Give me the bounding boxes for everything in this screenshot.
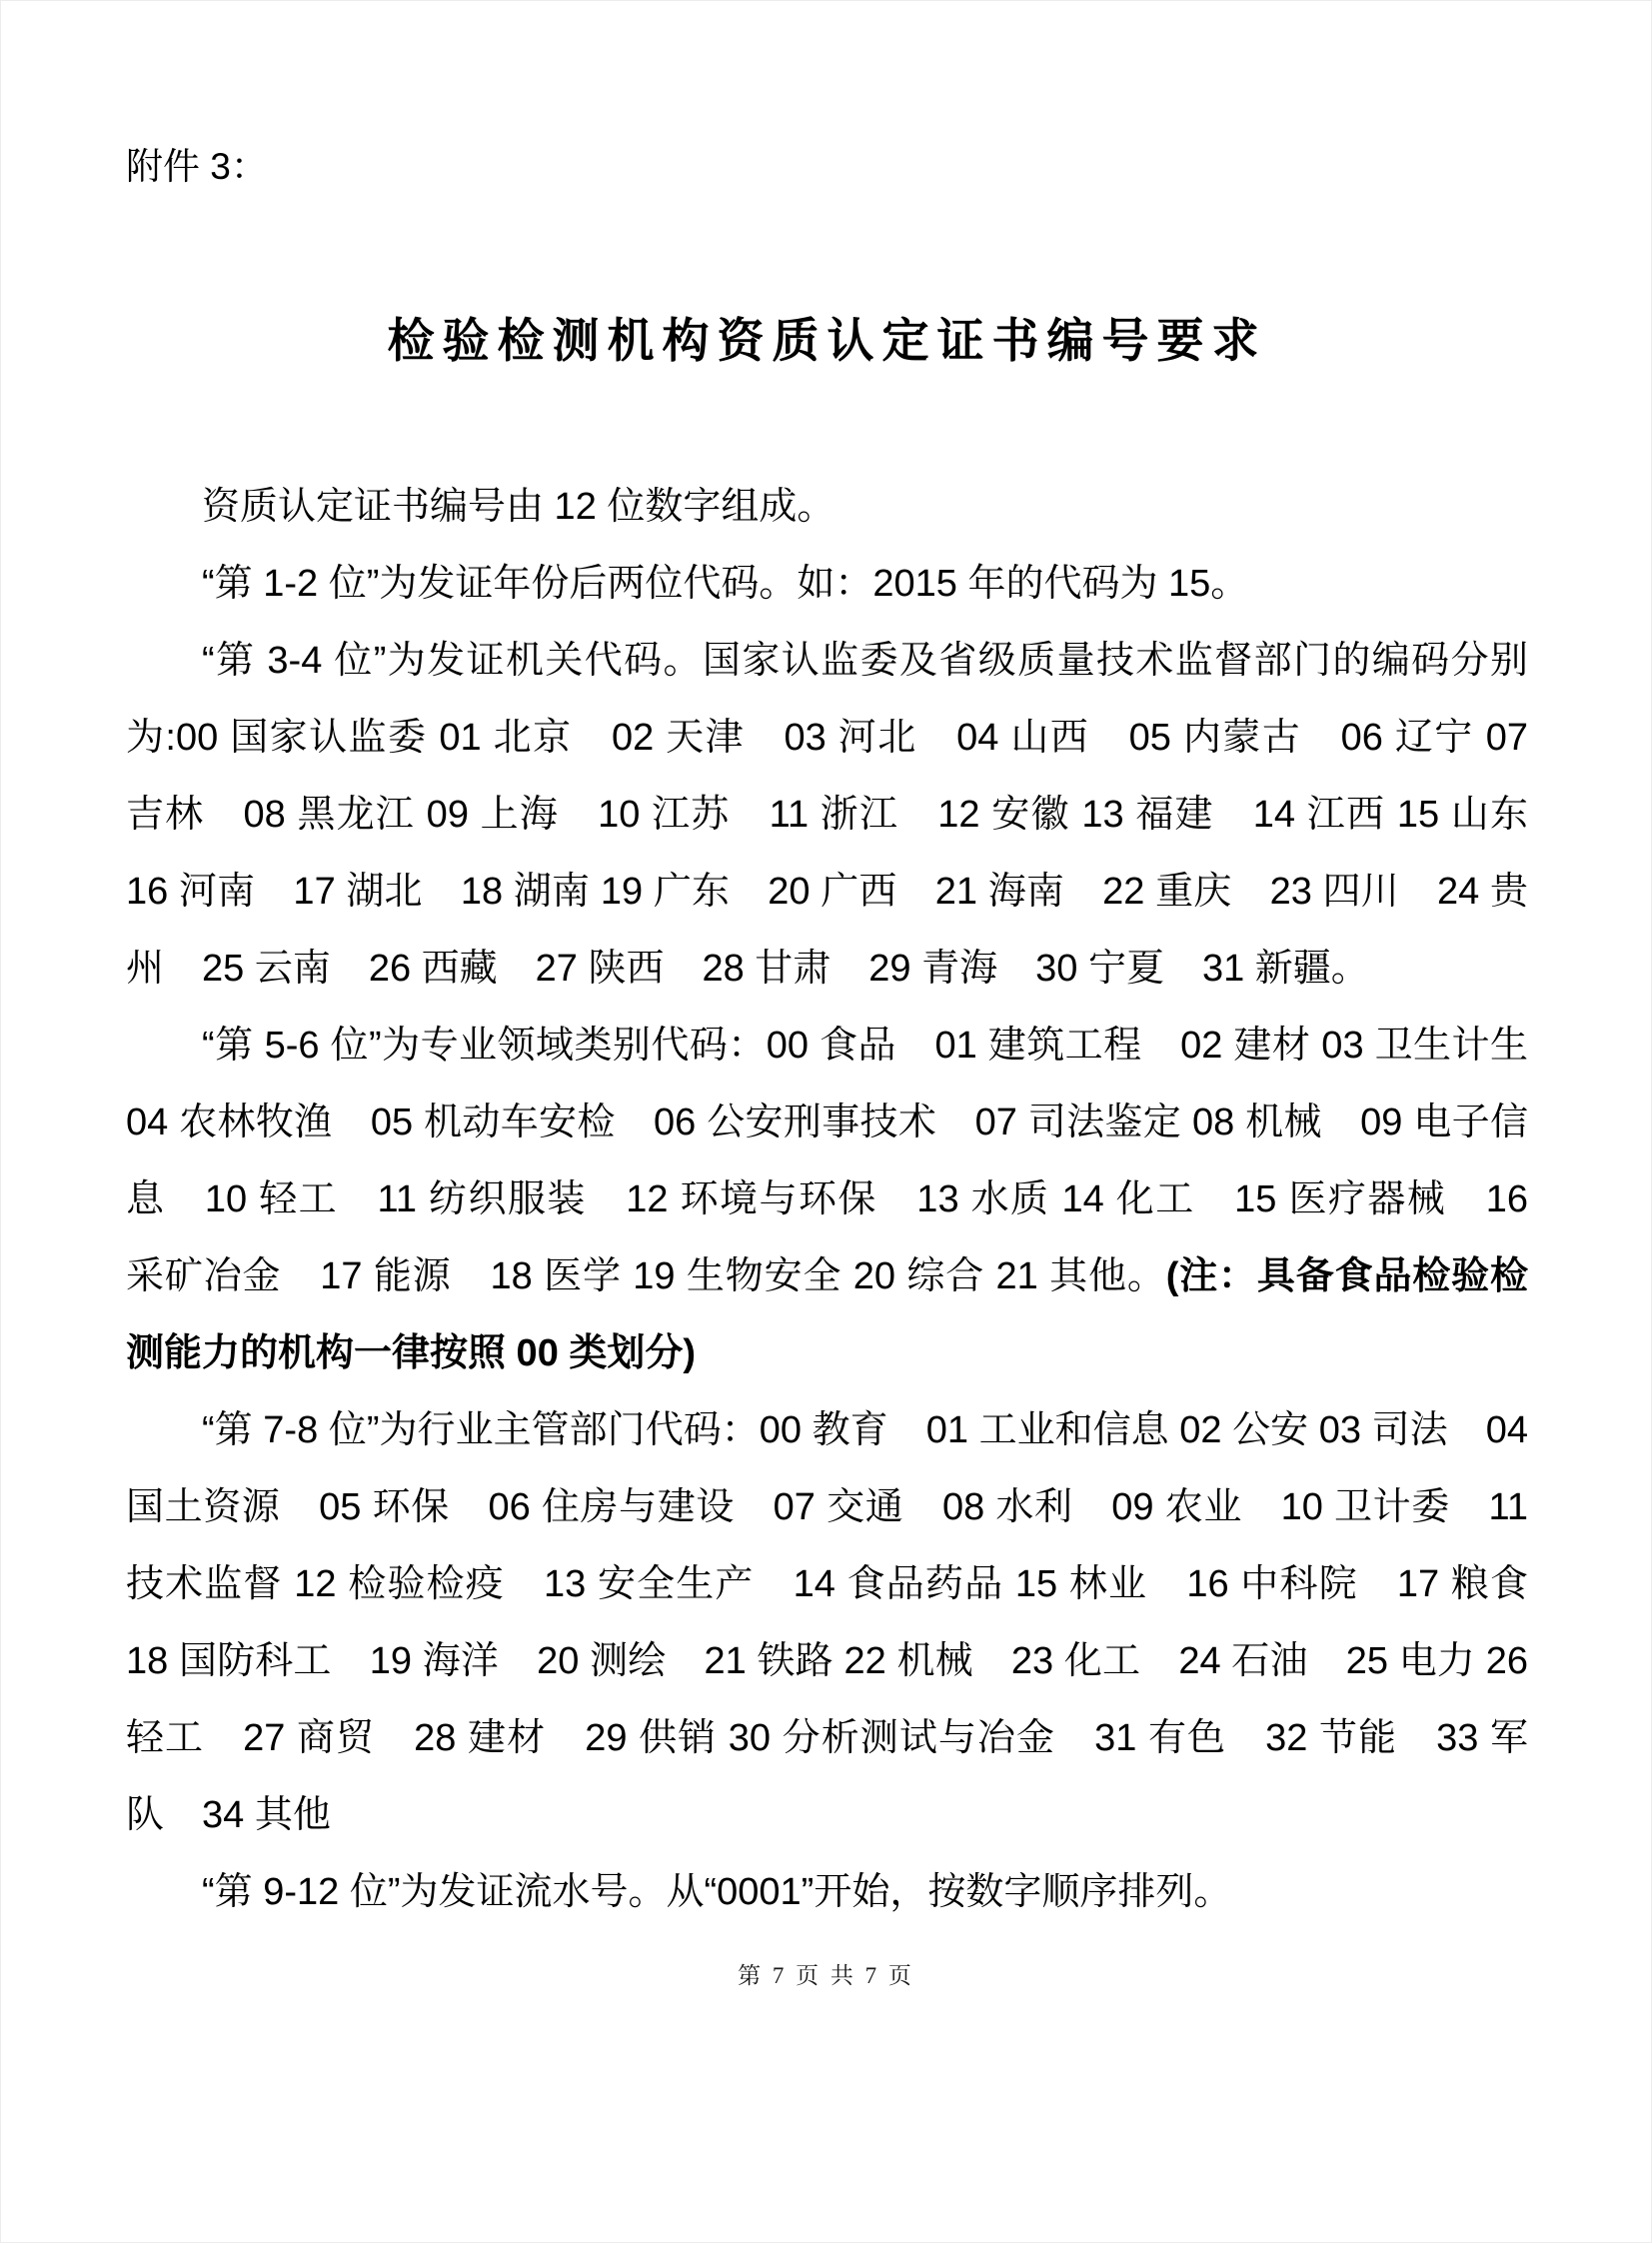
attachment-label: 附件 3： [126,146,268,187]
page-number-footer: 第 7 页 共 7 页 [738,1963,914,1988]
document-title: 检验检测机构资质认定证书编号要求 [387,314,1267,367]
paragraph-digits-3-4: “第 3-4 位”为发证机关代码。国家认监委及省级质量技术监督部门的编码分别为:00 国家认监委 01 北京 02 天津 03 河北 04 山西 05 内蒙古 06 辽宁 07 吉林 08 黑龙江 09 上海 10 江苏 11 浙江 12 安徽 13 福建 14 江西 15 山东 16 河南 17 湖北 18 湖南 19 广东 20 广西 21 海南 22 重庆 23 四川 24 贵州 25 云南 26 西藏 27 陕西 28 甘肃 29 青海 30 宁夏 31 新疆。 [126,640,1567,990]
paragraph-digits-7-8: “第 7-8 位”为行业主管部门代码：00 教育 01 工业和信息 02 公安 03 司法 04 国土资源 05 环保 06 住房与建设 07 交通 08 水利 09 农业 10 卫计委 11 技术监督 12 检验检疫 13 安全生产 14 食品药品 15 林业 16 中科院 17 粮食 18 国防科工 19 海洋 20 测绘 21 铁路 22 机械 23 化工 24 石油 25 电力 26 轻工 27 商贸 28 建材 29 供销 30 分析测试与冶金 31 有色 32 节能 33 军队 34 其他 [126,1409,1567,1836]
paragraph-intro: 资质认定证书编号由 12 位数字组成。 [202,486,835,528]
paragraph-digits-5-6-text: “第 5-6 位”为专业领域类别代码：00 食品 01 建筑工程 02 建材 03 卫生计生 04 农林牧渔 05 机动车安检 06 公安刑事技术 07 司法鉴定 08 机械 09 电子信息 10 轻工 11 纺织服装 12 环境与环保 13 水质 14 化工 15 医疗器械 16 采矿冶金 17 能源 18 医学 19 生物安全 20 综合 21 其他。 [126,1025,1567,1297]
paragraph-digits-5-6-bold-note: (注：具备食品检验检测能力的机构一律按照 00 类划分) [126,1255,1528,1374]
document-body [126,469,1567,1931]
paragraph-digits-1-2: “第 1-2 位”为发证年份后两位代码。如：2015 年的代码为 15。 [202,563,1249,605]
paragraph-digits-5-6 [126,1008,1567,1392]
paragraph-digits-9-12: “第 9-12 位”为发证流水号。从“0001”开始，按数字顺序排列。 [202,1871,1232,1913]
